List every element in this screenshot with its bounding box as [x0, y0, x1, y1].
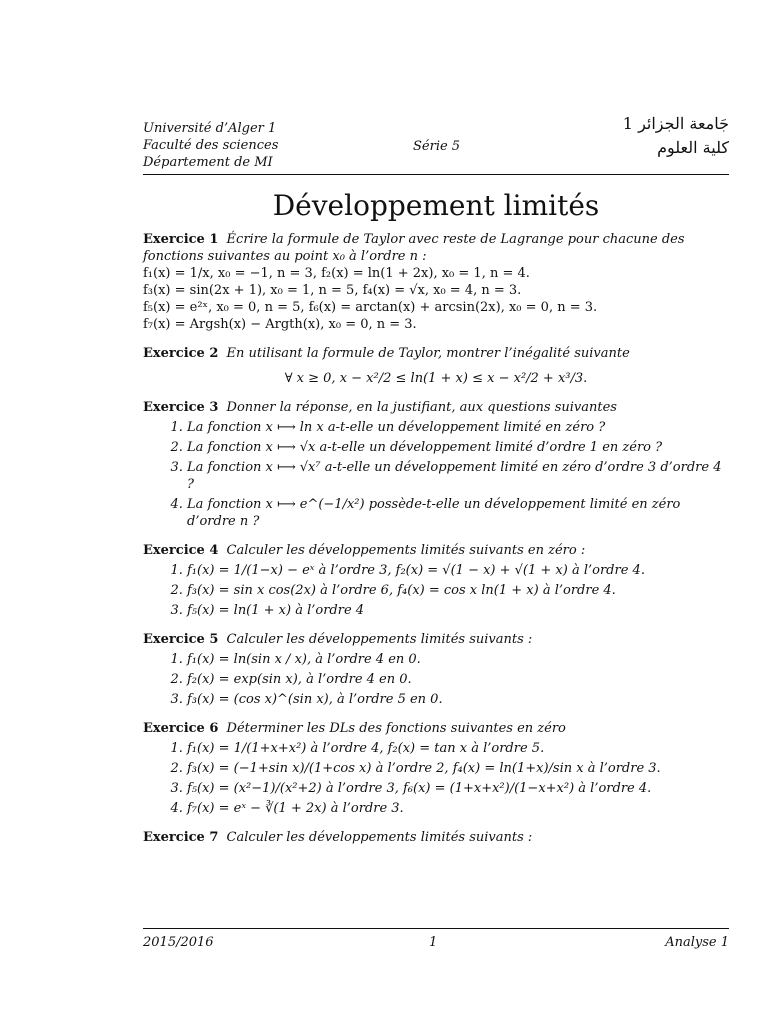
exercise-heading: Exercice 2 [143, 346, 219, 361]
exercise-heading: Exercice 4 [143, 543, 219, 558]
list-item: 3. La fonction x ⟼ √x⁷ a-t-elle un développement limité en zéro d’ordre 3 d’ordre 4 ? [187, 459, 729, 493]
exercise-statement: Calculer les développements limités suivants en zéro : [226, 543, 586, 558]
list-item: 2. La fonction x ⟼ √x a-t-elle un développement limité d’ordre 1 en zéro ? [187, 439, 729, 456]
exercise-line: f₅(x) = e²ˣ, x₀ = 0, n = 5, f₆(x) = arctan(x) + arcsin(2x), x₀ = 0, n = 3. [143, 300, 598, 315]
exercise-statement: Déterminer les DLs des fonctions suivantes en zéro [226, 721, 566, 736]
list-item: 3. f₃(x) = (cos x)^(sin x), à l’ordre 5 en 0. [187, 691, 729, 708]
exercise-line: f₇(x) = Argsh(x) − Argth(x), x₀ = 0, n = 3. [143, 317, 417, 332]
exercise-2 [143, 345, 729, 387]
arabic-university-block [623, 112, 729, 160]
exercise-statement: Calculer les développements limités suivants : [226, 830, 533, 845]
question-list [143, 740, 729, 817]
inequality-formula: ∀ x ≥ 0, x − x²/2 ≤ ln(1 + x) ≤ x − x²/2 + x³/3. [284, 371, 588, 386]
question-list [143, 562, 729, 619]
exercise-5 [143, 631, 729, 708]
exercise-heading: Exercice 5 [143, 632, 219, 647]
course-name: Analyse 1 [665, 935, 729, 950]
page-header [143, 114, 729, 174]
exercise-heading: Exercice 6 [143, 721, 219, 736]
university-name: Université d’Alger 1 [143, 121, 277, 136]
document-page [143, 114, 729, 858]
exercise-line: f₃(x) = sin(2x + 1), x₀ = 1, n = 5, f₄(x) = √x, x₀ = 4, n = 3. [143, 283, 522, 298]
list-item: 1. f₁(x) = 1/(1−x) − eˣ à l’ordre 3, f₂(x) = √(1 − x) + √(1 + x) à l’ordre 4. [187, 562, 729, 579]
list-item: 1. La fonction x ⟼ ln x a-t-elle un développement limité en zéro ? [187, 419, 729, 436]
exercise-6 [143, 720, 729, 817]
list-item: 1. f₁(x) = ln(sin x / x), à l’ordre 4 en 0. [187, 651, 729, 668]
list-item: 4. La fonction x ⟼ e^(−1/x²) possède-t-elle un développement limité en zéro d’ordre n ? [187, 496, 729, 530]
exercise-heading: Exercice 7 [143, 830, 219, 845]
exercise-7 [143, 829, 729, 846]
exercise-1 [143, 231, 729, 333]
exercise-statement: Écrire la formule de Taylor avec reste de Lagrange pour chacune des fonctions suivantes au point x₀ à l’ordre n : [143, 232, 685, 264]
list-item: 4. f₇(x) = eˣ − ∛(1 + 2x) à l’ordre 3. [187, 800, 729, 817]
series-label: Série 5 [413, 139, 461, 154]
list-item: 3. f₅(x) = (x²−1)/(x²+2) à l’ordre 3, f₆(x) = (1+x+x²)/(1−x+x²) à l’ordre 4. [187, 780, 729, 797]
list-item: 2. f₃(x) = (−1+sin x)/(1+cos x) à l’ordre 2, f₄(x) = ln(1+x)/sin x à l’ordre 3. [187, 760, 729, 777]
list-item: 1. f₁(x) = 1/(1+x+x²) à l’ordre 4, f₂(x) = tan x à l’ordre 5. [187, 740, 729, 757]
header-rule [143, 174, 729, 175]
question-list [143, 651, 729, 708]
academic-year: 2015/2016 [143, 935, 214, 950]
footer-rule [143, 928, 729, 929]
list-item: 2. f₂(x) = exp(sin x), à l’ordre 4 en 0. [187, 671, 729, 688]
department-name: Département de MI [143, 155, 273, 170]
document-title: Développement limités [272, 189, 600, 222]
university-block [143, 120, 278, 171]
exercise-statement: En utilisant la formule de Taylor, montrer l’inégalité suivante [226, 346, 630, 361]
page-number: 1 [429, 935, 438, 950]
arabic-faculty-name: كلية العلوم [657, 138, 729, 157]
list-item: 2. f₃(x) = sin x cos(2x) à l’ordre 6, f₄(x) = cos x ln(1 + x) à l’ordre 4. [187, 582, 729, 599]
exercise-4 [143, 542, 729, 619]
arabic-university-name: جَامعة الجزائر 1 [622, 114, 729, 133]
exercise-statement: Calculer les développements limités suivants : [226, 632, 533, 647]
exercise-line: f₁(x) = 1/x, x₀ = −1, n = 3, f₂(x) = ln(1 + 2x), x₀ = 1, n = 4. [143, 266, 530, 281]
faculty-name: Faculté des sciences [143, 138, 279, 153]
exercise-statement: Donner la réponse, en la justifiant, aux questions suivantes [226, 400, 617, 415]
exercise-heading: Exercice 3 [143, 400, 219, 415]
question-list [143, 419, 729, 530]
list-item: 3. f₅(x) = ln(1 + x) à l’ordre 4 [187, 602, 729, 619]
page-footer [143, 928, 729, 955]
exercise-heading: Exercice 1 [143, 232, 219, 247]
exercise-3 [143, 399, 729, 530]
